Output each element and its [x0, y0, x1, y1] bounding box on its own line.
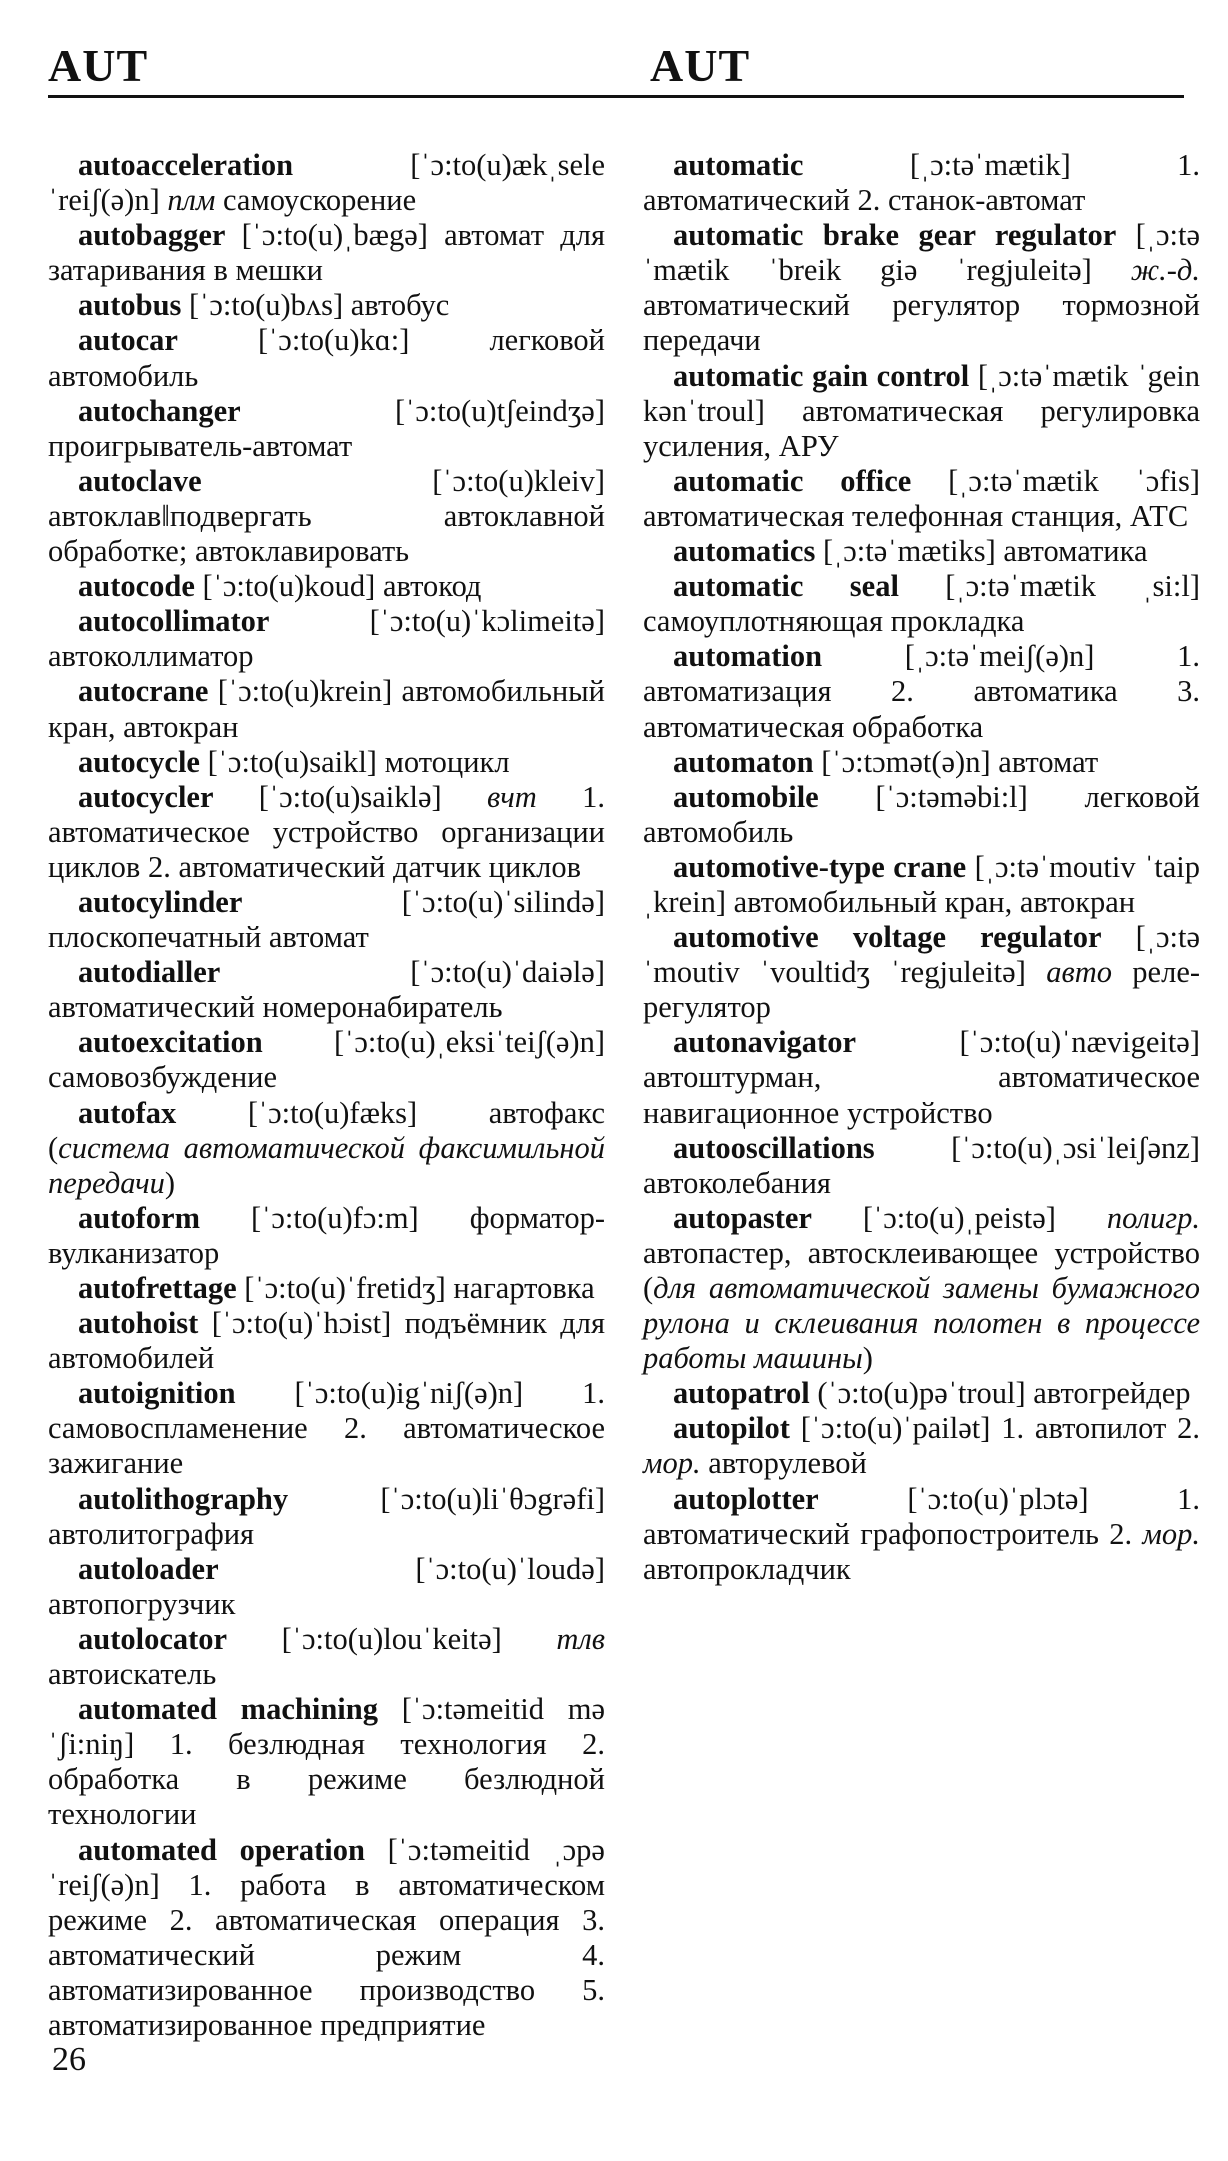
headword: autodialler: [78, 955, 221, 990]
entry-text: автоискатель: [48, 1657, 217, 1692]
entry-text: [ˈɔ:to(u)fɔ:m] форматор-вулканизатор: [48, 1200, 605, 1270]
dictionary-entry: [48, 323, 605, 393]
dictionary-entry: [643, 1201, 1200, 1376]
entry-text: (ˈɔ:to(u)pəˈtroul] автогрейдер: [809, 1376, 1191, 1411]
dictionary-entry: [48, 288, 605, 323]
headword: autocode: [78, 569, 195, 604]
dictionary-entry: [48, 569, 605, 604]
italic-label: система автоматической факсимильной передачи: [48, 1130, 605, 1200]
headword: automaton: [673, 744, 814, 779]
dictionary-entry: [48, 1482, 605, 1552]
entry-text: [ˈɔ:to(u)ˈkɔlimeitə] автоколлиматор: [48, 604, 605, 674]
dictionary-entry: [48, 780, 605, 885]
headword: automated operation: [78, 1832, 365, 1867]
italic-label: авто: [1046, 955, 1112, 990]
dictionary-entry: [643, 1376, 1200, 1411]
entry-text: [ˈɔ:to(u)ˈplɔtə] 1. автоматический графопостроитель 2.: [643, 1481, 1200, 1551]
entry-text: [ˌɔ:təˈmeiʃ(ə)n] 1. автоматизация 2. автоматика 3. автоматическая обработка: [643, 639, 1200, 744]
entry-text: [ˈɔ:to(u)ˌeksiˈteiʃ(ə)n] самовозбуждение: [48, 1025, 605, 1095]
entry-text: [ˈɔ:to(u)kleiv] автоклав‖подвергать автоклавной обработке; автоклавировать: [48, 463, 605, 569]
headword: automatic: [673, 148, 804, 182]
entry-text: [ˈɔ:to(u)ˌɔsiˈleiʃənz] автоколебания: [643, 1130, 1200, 1200]
headword: autofrettage: [78, 1271, 237, 1305]
italic-label: плм: [167, 183, 216, 218]
entry-text: авторулевой: [700, 1446, 867, 1481]
entry-text: [ˈɔ:to(u)ˈdaiələ] автоматический номеронабиратель: [48, 955, 605, 1025]
headword: automatic brake gear regulator: [673, 218, 1117, 253]
dictionary-entry: [643, 464, 1200, 534]
page-number: 26: [52, 2041, 86, 2078]
header-rule: [48, 95, 1184, 98]
entry-text: [ˌɔ:təˈmætik ˈbreik giə ˈregjuleitə]: [643, 218, 1200, 288]
entry-text: реле-регулятор: [643, 955, 1201, 1025]
dictionary-entry: [48, 148, 605, 218]
dictionary-entry: [48, 1833, 605, 2044]
dictionary-entry: [48, 1096, 605, 1201]
running-head-right: AUT: [650, 40, 751, 91]
entry-text: [ˈɔ:tɔmət(ə)n] автомат: [813, 744, 1099, 779]
entry-text: автопрокладчик: [643, 1551, 851, 1586]
headword: automobile: [673, 779, 819, 814]
headword: autolocator: [78, 1621, 228, 1656]
entry-text: [ˈɔ:təmeitid məˈʃi:niŋ] 1. безлюдная технология 2. обработка в режиме безлюдной технологии: [48, 1692, 605, 1832]
dictionary-entry: [643, 780, 1200, 850]
headword: autopaster: [673, 1200, 812, 1235]
headword: autoplotter: [673, 1481, 819, 1516]
entry-text: [ˈɔ:to(u)ˈfretidʒ] нагартовка: [236, 1271, 595, 1305]
headword: autopilot: [673, 1411, 790, 1446]
dictionary-entry: [48, 1622, 605, 1692]
dictionary-entry: [48, 394, 605, 464]
entry-text: автоматический регулятор тормозной передачи: [643, 288, 1200, 358]
dictionary-entry: [48, 464, 605, 569]
dictionary-entry: [48, 1201, 605, 1271]
headword: automatic gain control: [673, 358, 970, 393]
headword: autochanger: [78, 393, 241, 428]
headword: autocar: [78, 323, 178, 358]
entry-text: 1. автоматическое устройство организации циклов 2. автоматический датчик циклов: [48, 779, 605, 884]
entry-text: [ˈɔ:to(u)ˌpeistə]: [811, 1200, 1107, 1235]
entry-text: [ˈɔ:to(u)ˈsilində] плоскопечатный автомат: [48, 884, 605, 955]
headword: autoexcitation: [78, 1025, 263, 1060]
headword: autoform: [78, 1200, 200, 1235]
entry-text: [ˌɔ:təˈmoutiv ˈvoultidʒ ˈregjuleitə]: [643, 920, 1200, 990]
dictionary-entry: [643, 218, 1200, 358]
entry-text: [ˌɔ:təˈmætiks] автоматика: [815, 534, 1148, 569]
entry-text: [ˌɔ:təˈmætik ˈɔfis] автоматическая телефонная станция, АТС: [643, 463, 1201, 533]
dictionary-entry: [643, 920, 1200, 1025]
headword: automatic seal: [673, 569, 899, 604]
dictionary-entry: [643, 850, 1200, 920]
dictionary-entry: [48, 218, 605, 288]
dictionary-entry: [48, 885, 605, 955]
headword: autobus: [78, 288, 182, 323]
headword: autoclave: [78, 463, 202, 498]
italic-label: полигр.: [1106, 1200, 1200, 1235]
entry-text: ): [164, 1165, 176, 1200]
entry-text: [ˈɔ:təmeitid ˌɔpəˈreiʃ(ə)n] 1. работа в автоматическом режиме 2. автоматическая операция 3. автоматический режим 4. автоматизированное производство 5. автоматизированное предприятие: [48, 1832, 605, 2042]
headword: autocycler: [78, 779, 214, 814]
dictionary-entry: [48, 1306, 605, 1376]
entry-text: [ˈɔ:to(u)ˈhɔist] подъёмник для автомобилей: [48, 1306, 605, 1376]
dictionary-entry: [643, 534, 1200, 569]
entry-text: [ˈɔ:to(u)louˈkeitə]: [227, 1621, 557, 1656]
headword: autocrane: [78, 674, 209, 709]
headword: automated machining: [78, 1692, 378, 1727]
entry-text: [ˈɔ:to(u)igˈniʃ(ə)n] 1. самовоспламенение 2. автоматическое зажигание: [48, 1376, 605, 1481]
running-head: [48, 36, 1184, 98]
dictionary-entry: [48, 1271, 605, 1306]
dictionary-entry: [48, 1025, 605, 1095]
headword: autolithography: [78, 1481, 289, 1516]
entry-text: [ˈɔ:to(u)saiklə]: [213, 779, 487, 814]
headword: autocollimator: [78, 604, 270, 639]
headword: autoacceleration: [78, 148, 294, 182]
dictionary-entry: [643, 1131, 1200, 1201]
italic-label: мор.: [1142, 1516, 1200, 1551]
dictionary-entry: [643, 148, 1200, 218]
italic-label: вчт: [487, 779, 537, 814]
right-column: [643, 148, 1200, 1587]
headword: autopatrol: [673, 1376, 810, 1411]
entry-text: [ˈɔ:to(u)ækˌseleˈreiʃ(ə)n]: [48, 148, 605, 218]
dictionary-entry: [48, 1552, 605, 1622]
left-column: [48, 148, 605, 2043]
entry-text: [ˈɔ:to(u)ˈpailət] 1. автопилот 2.: [789, 1411, 1200, 1446]
headword: automatics: [673, 534, 816, 569]
headword: autocylinder: [78, 884, 243, 919]
italic-label: мор.: [643, 1446, 701, 1481]
headword: autobagger: [78, 218, 226, 253]
entry-text: [ˌɔ:təˈmætik ˈgein kənˈtroul] автоматическая регулировка усиления, АРУ: [643, 358, 1200, 463]
dictionary-entry: [643, 1482, 1200, 1587]
entry-text: [ˈɔ:to(u)ˈloudə] автопогрузчик: [48, 1551, 605, 1621]
entry-text: ): [862, 1341, 873, 1376]
dictionary-entry: [48, 955, 605, 1025]
entry-text: [ˌɔ:təˈmætik ˌsi:l] самоуплотняющая прокладка: [643, 569, 1200, 639]
dictionary-entry: [643, 745, 1200, 780]
headword: autonavigator: [673, 1025, 856, 1060]
headword: autofax: [78, 1095, 177, 1130]
entry-text: автопастер, автосклеивающее устройство (: [643, 1235, 1200, 1305]
dictionary-entry: [48, 1692, 605, 1832]
entry-text: [ˈɔ:to(u)bʌs] автобус: [181, 288, 450, 323]
headword: autooscillations: [673, 1130, 875, 1165]
dictionary-entry: [643, 639, 1200, 744]
headword: autoloader: [78, 1551, 219, 1586]
dictionary-entry: [643, 1411, 1200, 1481]
headword: automotive voltage regulator: [673, 920, 1102, 955]
dictionary-entry: [643, 1025, 1200, 1130]
italic-label: ж.-д.: [1130, 253, 1200, 288]
headword: automatic office: [673, 463, 912, 498]
dictionary-entry: [48, 1376, 605, 1481]
dictionary-entry: [48, 674, 605, 744]
entry-text: [ˈɔ:to(u)saikl] мотоцикл: [199, 744, 510, 779]
headword: automotive-type crane: [673, 849, 967, 884]
dictionary-entry: [48, 745, 605, 780]
entry-text: [ˈɔ:to(u)kɑ:] легковой автомобиль: [48, 323, 605, 393]
entry-text: [ˈɔ:to(u)krein] автомобильный кран, автокран: [48, 674, 605, 744]
entry-text: [ˌɔ:təˈmoutiv ˈtaip ˌkrein] автомобильный кран, автокран: [643, 849, 1200, 919]
entry-text: [ˈɔ:to(u)tʃeindʒə] проигрыватель-автомат: [48, 393, 605, 463]
entry-text: [ˌɔ:təˈmætik] 1. автоматический 2. станок-автомат: [643, 148, 1200, 218]
italic-label: тлв: [556, 1621, 605, 1656]
headword: autoignition: [78, 1376, 236, 1411]
entry-text: [ˈɔ:to(u)koud] автокод: [194, 569, 482, 604]
entry-text: самоускорение: [215, 183, 417, 218]
headword: autocycle: [78, 744, 200, 779]
entry-text: [ˈɔ:to(u)ˈnævigeitə] автоштурман, автоматическое навигационное устройство: [643, 1025, 1200, 1130]
headword: autohoist: [78, 1306, 199, 1341]
italic-label: для автоматической замены бумажного рулона и склеивания полотен в процессе работы машины: [643, 1271, 1200, 1376]
entry-text: [ˈɔ:to(u)fæks] автофакс (: [48, 1095, 605, 1165]
entry-text: [ˈɔ:təməbi:l] легковой автомобиль: [643, 779, 1200, 849]
dictionary-entry: [643, 359, 1200, 464]
entry-text: [ˈɔ:to(u)liˈθɔgrəfi] автолитография: [48, 1481, 605, 1551]
entry-text: [ˈɔ:to(u)ˌbægə] автомат для затаривания в мешки: [48, 218, 605, 288]
dictionary-entry: [48, 604, 605, 674]
running-head-left: AUT: [48, 40, 149, 91]
dictionary-entry: [643, 569, 1200, 639]
headword: automation: [673, 639, 823, 674]
